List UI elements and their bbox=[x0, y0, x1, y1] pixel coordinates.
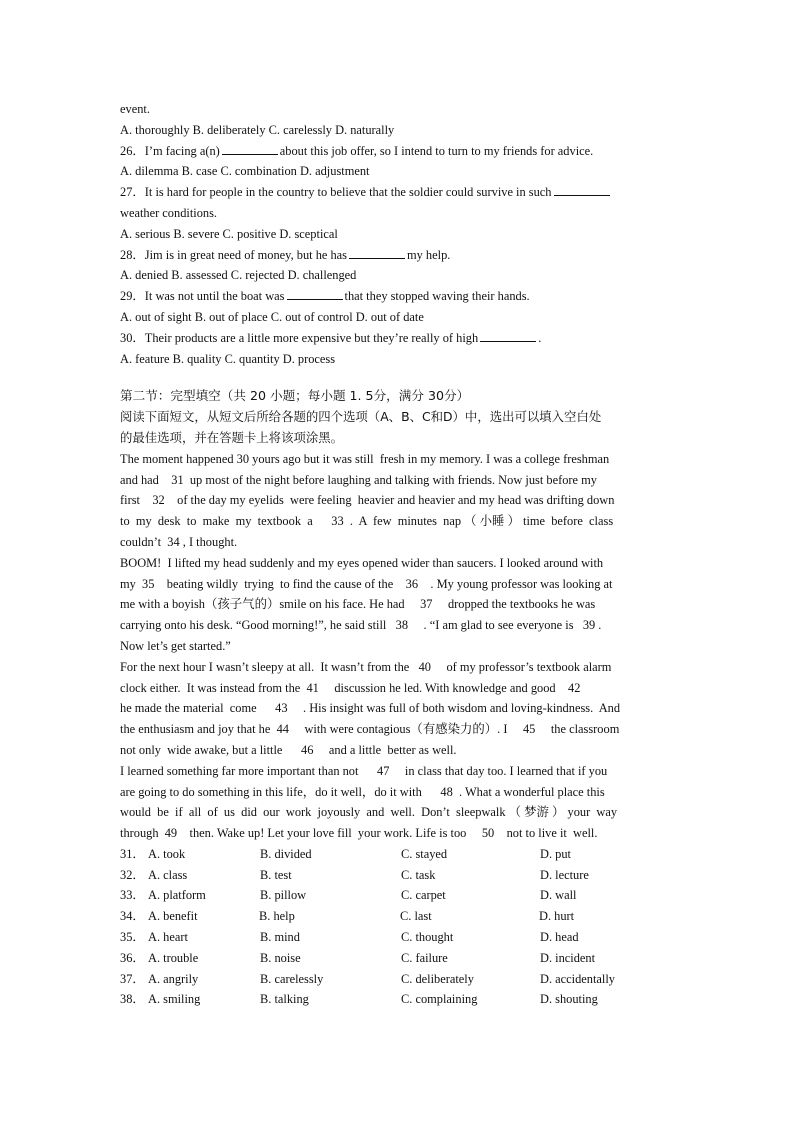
option-c: C. carpet bbox=[401, 888, 446, 903]
option-b: B. test bbox=[260, 867, 292, 882]
question-28: 28．Jim is in great need of money, but he has my help. bbox=[120, 245, 676, 266]
options-27: A. serious B. severe C. positive D. sceptical bbox=[120, 226, 338, 241]
option-row bbox=[120, 844, 676, 865]
passage-line: I learned something far more important than not 47 in class that day too. I learned that if you bbox=[120, 763, 608, 778]
options-26: A. dilemma B. case C. combination D. adjustment bbox=[120, 164, 370, 179]
question-29: 29．It was not until the boat was that they stopped waving their hands. bbox=[120, 286, 676, 307]
option-c: C. thought bbox=[401, 930, 454, 945]
options-25: A. thoroughly B. deliberately C. carelessly D. naturally bbox=[120, 122, 395, 137]
option-c: C. deliberately bbox=[401, 971, 474, 986]
section-instructions: 阅读下面短文，从短文后所给各题的四个选项（A、B、C和D）中，选出可以填入空白处 bbox=[120, 409, 602, 425]
option-row bbox=[120, 865, 676, 886]
option-b: B. divided bbox=[260, 846, 312, 861]
question-26: 26．I’m facing a(n) about this job offer, so I intend to turn to my friends for advice. bbox=[120, 141, 676, 162]
passage-line: the enthusiasm and joy that he 44 with were contagious（有感染力的）. I 45 the classroom bbox=[120, 722, 620, 737]
option-b: B. carelessly bbox=[260, 971, 324, 986]
option-d: D. hurt bbox=[539, 909, 575, 924]
section-instructions-cont: 的最佳选项，并在答题卡上将该项涂黑。 bbox=[120, 429, 344, 445]
option-d: D. accidentally bbox=[540, 971, 615, 986]
option-text: A. angrily bbox=[148, 971, 199, 986]
question-number: 35． bbox=[120, 930, 145, 945]
option-a bbox=[120, 948, 260, 969]
option-a bbox=[120, 844, 260, 865]
passage-line: are going to do something in this life，do it well，do it with 48 . What a wonderful place this bbox=[120, 784, 605, 799]
option-d: D. put bbox=[540, 846, 571, 861]
option-a bbox=[120, 885, 260, 906]
option-d: D. incident bbox=[540, 950, 596, 965]
exam-page bbox=[120, 99, 676, 1010]
answer-blank bbox=[349, 245, 405, 259]
option-row bbox=[120, 969, 676, 990]
passage-line: clock either. It was instead from the 41 discussion he led. With knowledge and good 42 bbox=[120, 680, 581, 695]
option-d: D. shouting bbox=[540, 992, 598, 1007]
passage-line: For the next hour I wasn’t sleepy at all. It wasn’t from the 40 of my professor’s textbook alarm bbox=[120, 659, 612, 674]
option-row bbox=[120, 885, 676, 906]
option-b: B. help bbox=[259, 909, 295, 924]
passage-line: me with a boyish（孩子气的）smile on his face. He had 37 dropped the textbooks he was bbox=[120, 597, 596, 612]
option-c: C. stayed bbox=[401, 846, 448, 861]
question-number: 31． bbox=[120, 846, 145, 861]
option-b: B. mind bbox=[260, 930, 300, 945]
passage-line: couldn’t 34 , I thought. bbox=[120, 534, 238, 549]
question-27: 27．It is hard for people in the country to believe that the soldier could survive in such bbox=[120, 182, 676, 203]
option-c: C. failure bbox=[401, 950, 448, 965]
passage-line: not only wide awake, but a little 46 and a little better as well. bbox=[120, 742, 457, 757]
option-a bbox=[120, 906, 259, 927]
answer-blank bbox=[554, 182, 610, 196]
passage-line: would be if all of us did our work joyously and well. Don’t sleepwalk （ 梦游 ） your way bbox=[120, 805, 618, 820]
option-text: A. smiling bbox=[148, 992, 201, 1007]
option-c: C. last bbox=[400, 909, 432, 924]
section-title: 第二节：完型填空（共 20 小题；每小题 1. 5分，满分 30分） bbox=[120, 388, 470, 404]
option-c: C. complaining bbox=[401, 992, 478, 1007]
option-d: D. lecture bbox=[540, 867, 589, 882]
question-number: 37． bbox=[120, 971, 145, 986]
option-row bbox=[120, 927, 676, 948]
cloze-passage bbox=[120, 449, 676, 844]
passage-line: he made the material come 43 . His insight was full of both wisdom and loving-kindness. And bbox=[120, 701, 621, 716]
passage-line: carrying onto his desk. “Good morning!”, he said still 38 . “I am glad to see everyone is 39 . bbox=[120, 618, 602, 633]
options-30: A. feature B. quality C. quantity D. process bbox=[120, 351, 336, 366]
options-28: A. denied B. assessed C. rejected D. challenged bbox=[120, 268, 357, 283]
option-text: A. heart bbox=[148, 930, 188, 945]
question-number: 32． bbox=[120, 867, 145, 882]
option-text: A. class bbox=[148, 867, 188, 882]
option-a bbox=[120, 865, 260, 886]
passage-line: to my desk to make my textbook a 33 . A few minutes nap （ 小睡 ） time before class bbox=[120, 514, 614, 529]
text-line: event. bbox=[120, 102, 150, 116]
option-a bbox=[120, 927, 260, 948]
answer-blank bbox=[480, 328, 536, 342]
option-a bbox=[120, 969, 260, 990]
option-b: B. noise bbox=[260, 950, 301, 965]
question-number: 38． bbox=[120, 992, 145, 1007]
passage-line: The moment happened 30 yours ago but it was still fresh in my memory. I was a college freshman bbox=[120, 451, 610, 466]
question-number: 33． bbox=[120, 888, 145, 903]
option-b: B. talking bbox=[260, 992, 309, 1007]
option-row bbox=[120, 989, 676, 1010]
option-text: A. took bbox=[148, 846, 186, 861]
question-30: 30．Their products are a little more expensive but they’re really of high . bbox=[120, 328, 676, 349]
option-d: D. wall bbox=[540, 888, 577, 903]
passage-line: Now let’s get started.” bbox=[120, 638, 231, 653]
option-row bbox=[120, 948, 676, 969]
passage-line: BOOM! I lifted my head suddenly and my eyes opened wider than saucers. I looked around with bbox=[120, 555, 604, 570]
option-c: C. task bbox=[401, 867, 436, 882]
passage-line: through 49 then. Wake up! Let your love fill your work. Life is too 50 not to live it well. bbox=[120, 826, 598, 841]
option-a bbox=[120, 989, 260, 1010]
option-row bbox=[120, 906, 676, 927]
answer-blank bbox=[222, 141, 278, 155]
option-text: A. benefit bbox=[148, 909, 198, 924]
options-29: A. out of sight B. out of place C. out of control D. out of date bbox=[120, 309, 424, 324]
answer-blank bbox=[287, 286, 343, 300]
option-b: B. pillow bbox=[260, 888, 307, 903]
passage-line: first 32 of the day my eyelids were feeling heavier and heavier and my head was drifting down bbox=[120, 493, 615, 508]
passage-line: and had 31 up most of the night before laughing and talking with friends. Now just before my bbox=[120, 472, 597, 487]
cloze-options bbox=[120, 844, 676, 1010]
question-number: 34． bbox=[120, 909, 145, 924]
passage-line: my 35 beating wildly trying to find the cause of the 36 . My young professor was looking at bbox=[120, 576, 613, 591]
option-d: D. head bbox=[540, 930, 579, 945]
question-number: 36． bbox=[120, 950, 145, 965]
option-text: A. platform bbox=[148, 888, 206, 903]
option-text: A. trouble bbox=[148, 950, 199, 965]
question-27-cont: weather conditions. bbox=[120, 205, 218, 220]
